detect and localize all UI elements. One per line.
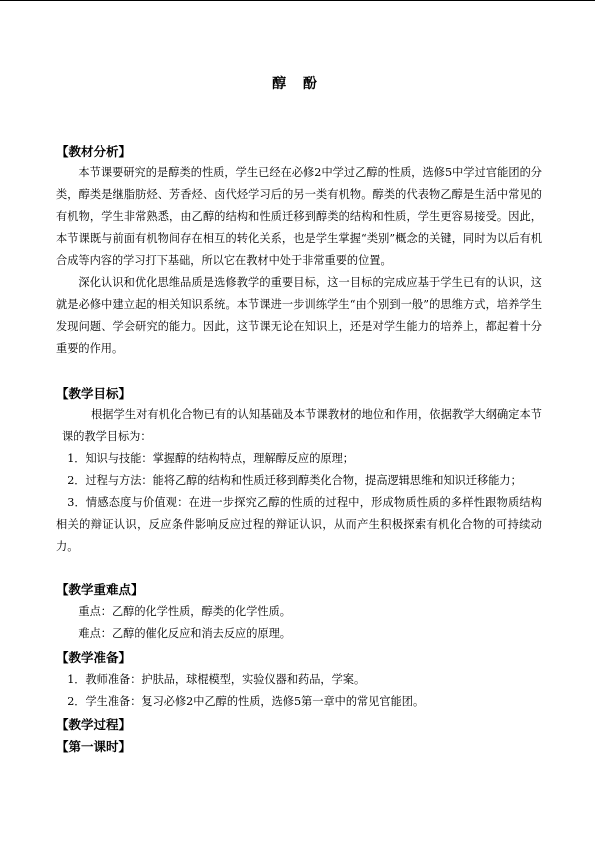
difficult-point: 难点：乙醇的催化反应和消去反应的原理。 (78, 627, 291, 640)
analysis-paragraph-1: 本节课要研究的是醇类的性质，学生已经在必修2中学过乙醇的性质，选修5中学过官能团的分类，醇类是继脂肪烃、芳香烃、卤代烃学习后的另一类有机物。醇类的代表物乙醇是生活中常见的有机物，学生非常熟悉，由乙醇的结构和性质迁移到醇类的结构和性质，学生更容易接受。因此，本节课既与前面有机物间存在相互的转化关系，也是学生掌握“类别”概念的关键，同时为以后有机合成等内容的学习打下基础，所以它在教材中处于非常重要的位置。 (56, 166, 542, 267)
goal-2: 2．过程与方法：能将乙醇的结构和性质迁移到醇类化合物，提高逻辑思维和知识迁移能力； (67, 474, 522, 487)
prep-heading: 【教学准备】 (56, 650, 132, 665)
goal-1: 1．知识与技能：掌握醇的结构特点，理解醇反应的原理； (67, 452, 354, 465)
analysis-paragraph-2: 深化认识和优化思维品质是选修教学的重要目标，这一目标的完成应基于学生已有的认识，这就是必修中建立起的相关知识系统。本节课进一步训练学生“由个别到一般”的思维方式，培养学生发现问题、学会研究的能力。因此，这节课无论在知识上，还是对学生能力的培养上，都起着十分重要的作用。 (56, 276, 542, 355)
keys-section (56, 601, 542, 645)
analysis-section (56, 162, 542, 360)
goals-intro: 根据学生对有机化合物已有的认知基础及本节课教材的地位和作用，依据教学大纲确定本节课的教学目标为： (62, 408, 542, 443)
key-point: 重点：乙醇的化学性质，醇类的化学性质。 (78, 605, 291, 618)
process-heading: 【教学过程】 (56, 717, 132, 732)
analysis-heading: 【教材分析】 (56, 144, 132, 159)
prep-item-2: 2．学生准备：复习必修2中乙醇的性质，选修5第一章中的常见官能团。 (67, 695, 425, 708)
top-rule (0, 0, 595, 1)
goal-3: 3．情感态度与价值观：在进一步探究乙醇的性质的过程中，形成物质性质的多样性跟物质结构相关的辩证认识，反应条件影响反应过程的辩证认识，从而产生积极探索有机化合物的可持续动力。 (56, 496, 542, 553)
prep-section (56, 669, 542, 713)
goals-section (56, 404, 542, 558)
goals-heading: 【教学目标】 (56, 386, 132, 401)
lesson-1-heading: 【第一课时】 (56, 739, 132, 754)
prep-item-1: 1．教师准备：护肤品，球棍模型，实验仪器和药品，学案。 (67, 673, 366, 686)
keys-heading: 【教学重难点】 (56, 582, 144, 597)
page-title: 醇 酚 (272, 76, 323, 92)
